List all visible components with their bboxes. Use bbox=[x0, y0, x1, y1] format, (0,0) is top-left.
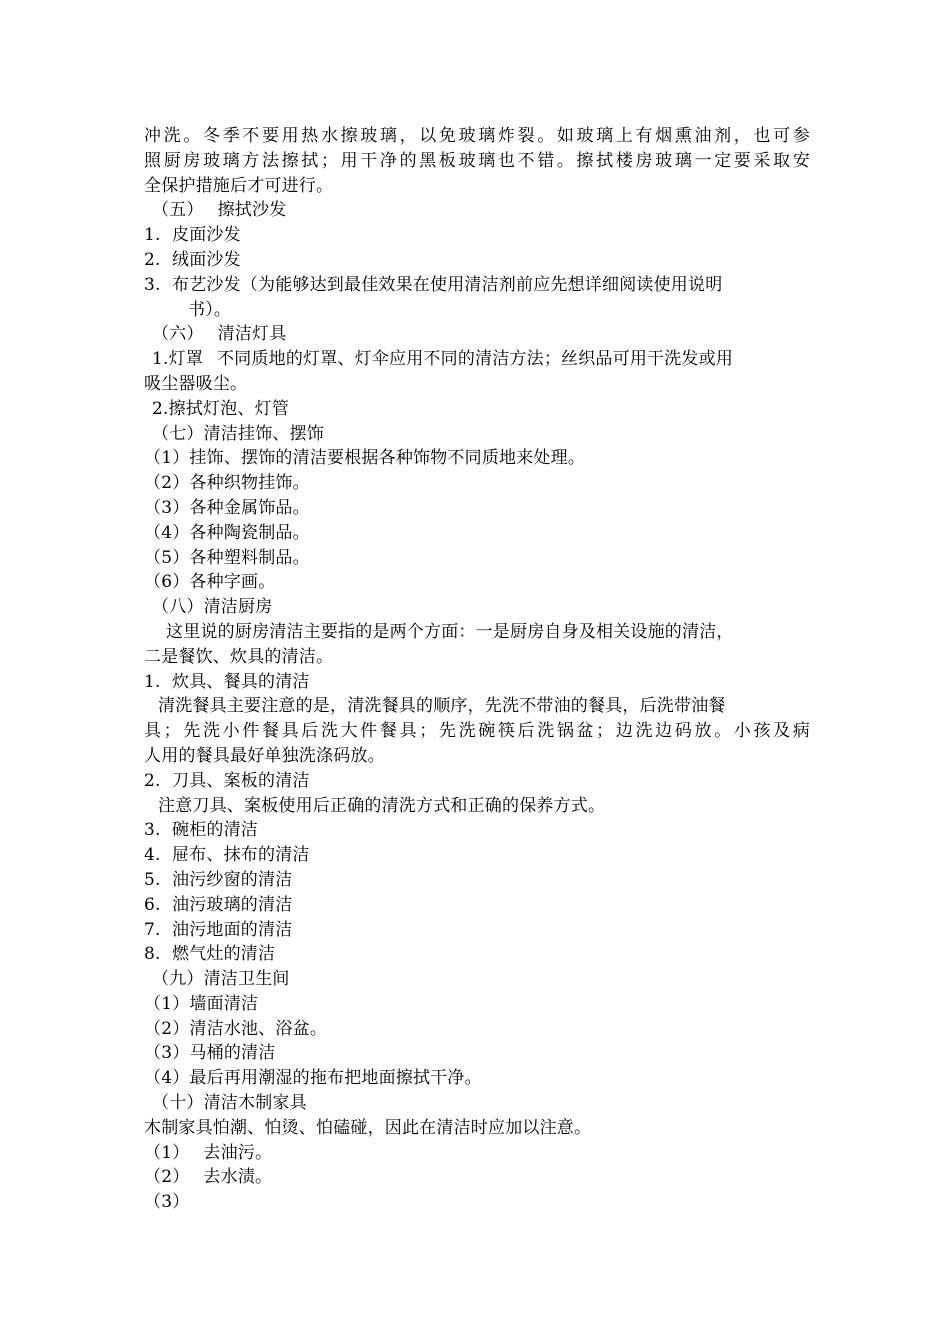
list-item: 3. 碗柜的清洁 bbox=[144, 820, 258, 841]
paragraph-line: 人用的餐具最好单独洗涤码放。 bbox=[144, 745, 385, 766]
list-item-continuation: 书）。 bbox=[188, 299, 232, 320]
paragraph-line: 具；先洗小件餐具后洗大件餐具；先洗碗筷后洗锅盆；边洗边码放。小孩及病 bbox=[144, 721, 810, 742]
list-item: （2） 去水渍。 bbox=[144, 1167, 273, 1188]
paragraph-line: 注意刀具、案板使用后正确的清洗方式和正确的保养方式。 bbox=[158, 795, 606, 816]
list-item: （3） bbox=[144, 1192, 190, 1213]
list-item: （1）墙面清洁 bbox=[144, 993, 259, 1014]
paragraph-line: 这里说的厨房清洁主要指的是两个方面：一是厨房自身及相关设施的清洁， bbox=[166, 621, 734, 642]
paragraph-line: 木制家具怕潮、怕烫、怕磕碰，因此在清洁时应加以注意。 bbox=[144, 1117, 592, 1138]
list-item: （3）各种金属饰品。 bbox=[144, 497, 310, 518]
list-item: 1. 炊具、餐具的清洁 bbox=[144, 671, 310, 692]
paragraph-line: 吸尘器吸尘。 bbox=[144, 373, 248, 394]
paragraph-line: 全保护措施后才可进行。 bbox=[144, 175, 334, 196]
list-item: 6. 油污玻璃的清洁 bbox=[144, 894, 293, 915]
paragraph-line: 2.擦拭灯泡、灯管 bbox=[152, 398, 290, 419]
list-item: 7. 油污地面的清洁 bbox=[144, 919, 293, 940]
section-heading-9: （九）清洁卫生间 bbox=[152, 969, 290, 990]
list-item: （3）马桶的清洁 bbox=[144, 1043, 276, 1064]
section-heading-5: （五） 擦拭沙发 bbox=[152, 200, 287, 221]
list-item: （1） 去油污。 bbox=[144, 1142, 273, 1163]
list-item: （4）最后再用潮湿的拖布把地面擦拭干净。 bbox=[144, 1068, 482, 1089]
list-item: （4）各种陶瓷制品。 bbox=[144, 522, 310, 543]
document-page bbox=[144, 124, 810, 1215]
paragraph-line: 冲洗。冬季不要用热水擦玻璃，以免玻璃炸裂。如玻璃上有烟熏油剂，也可参 bbox=[144, 126, 810, 146]
section-heading-7: （七）清洁挂饰、摆饰 bbox=[152, 423, 324, 444]
list-item: （5）各种塑料制品。 bbox=[144, 547, 310, 568]
list-item: （6）各种字画。 bbox=[144, 572, 276, 593]
list-item: 2. 绒面沙发 bbox=[144, 249, 241, 270]
list-item: 8. 燃气灶的清洁 bbox=[144, 944, 276, 965]
list-item: 4. 屉布、抹布的清洁 bbox=[144, 845, 310, 866]
section-heading-8: （八）清洁厨房 bbox=[152, 597, 273, 618]
paragraph-line: 二是餐饮、炊具的清洁。 bbox=[144, 646, 334, 667]
list-item: （1）挂饰、摆饰的清洁要根据各种饰物不同质地来处理。 bbox=[144, 448, 586, 469]
section-heading-10: （十）清洁木制家具 bbox=[152, 1093, 307, 1114]
list-item: 5. 油污纱窗的清洁 bbox=[144, 869, 293, 890]
paragraph-line: 清洗餐具主要注意的是，清洗餐具的顺序，先洗不带油的餐具，后洗带油餐 bbox=[158, 696, 726, 717]
list-item: （2）各种织物挂饰。 bbox=[144, 473, 310, 494]
paragraph-line: 1.灯罩 不同质地的灯罩、灯伞应用不同的清洁方法；丝织品可用干洗发或用 bbox=[152, 349, 734, 370]
paragraph-line: 照厨房玻璃方法擦拭；用干净的黑板玻璃也不错。擦拭楼房玻璃一定要采取安 bbox=[144, 150, 810, 171]
list-item: （2）清洁水池、浴盆。 bbox=[144, 1018, 328, 1039]
list-item: 1. 皮面沙发 bbox=[144, 225, 241, 246]
section-heading-6: （六） 清洁灯具 bbox=[152, 324, 287, 345]
list-item: 2. 刀具、案板的清洁 bbox=[144, 770, 310, 791]
list-item: 3. 布艺沙发（为能够达到最佳效果在使用清洁剂前应先想详细阅读使用说明 bbox=[144, 274, 723, 295]
